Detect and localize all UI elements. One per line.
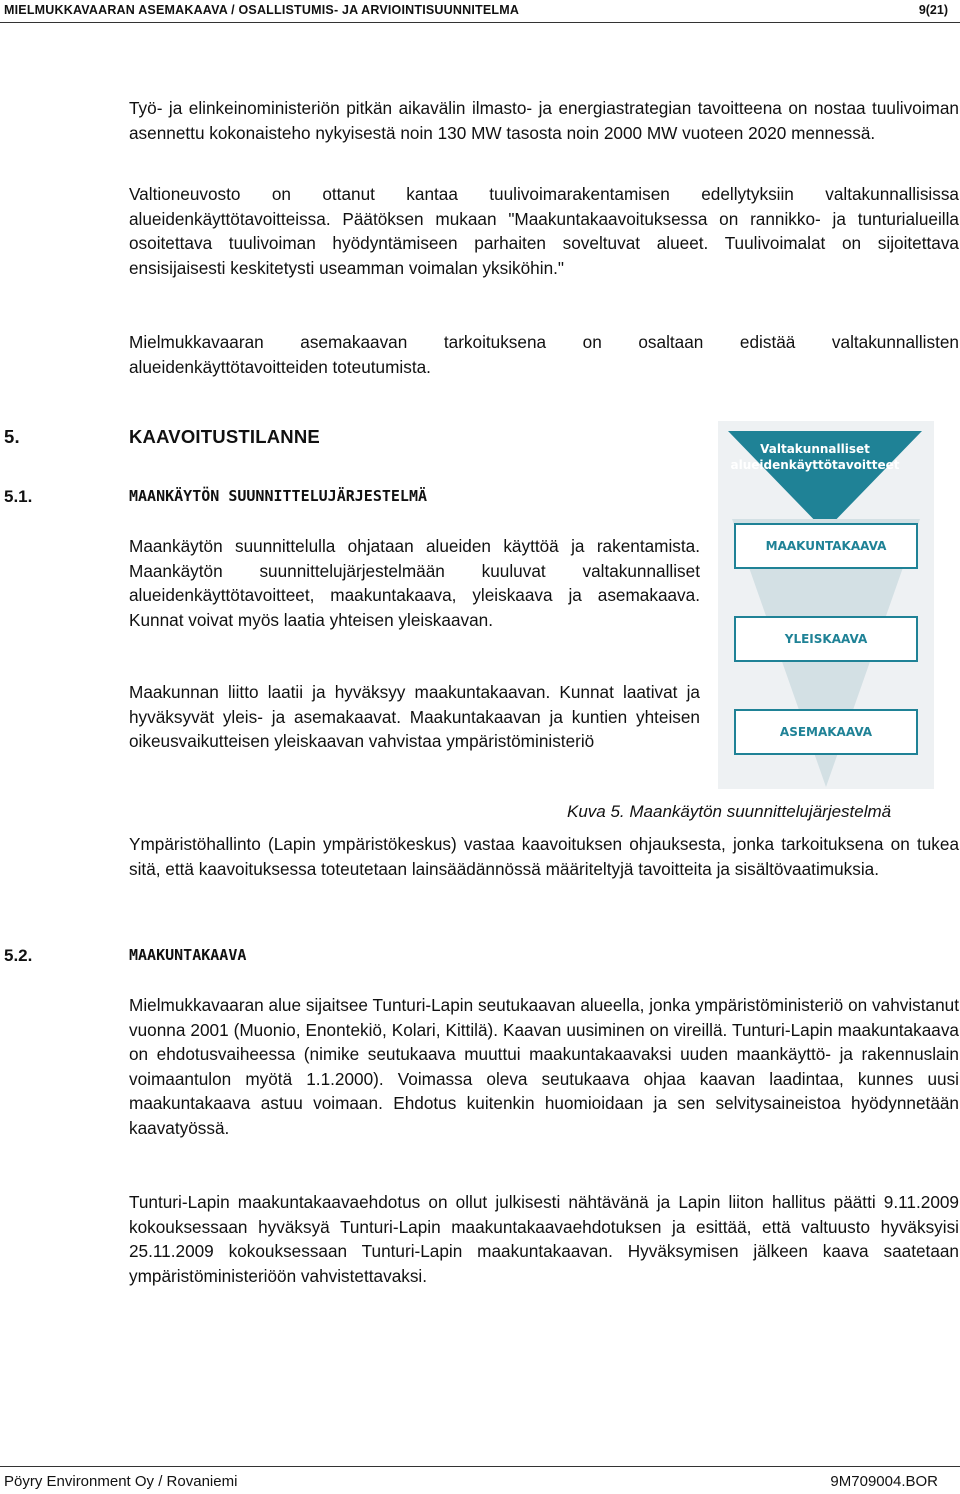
section-5-1-paragraph-2: Maakunnan liitto laatii ja hyväksyy maakuntakaavan. Kunnat laativat ja hyväksyvät yleis- ja asemakaavat. Maakuntakaavan ja kuntien yhteisen oikeusvaikutteisen yleiskaavan vahvistaa ympäristöministeriö: [129, 682, 700, 752]
section-5-2-heading: [0, 946, 700, 970]
intro-paragraph-1: Työ- ja elinkeinoministeriön pitkän aikavälin ilmasto- ja energiastrategian tavoitteena on nostaa tuulivoiman asennettu kokonaisteho nykyisestä noin 130 MW tasosta noin 2000 MW vuoteen 2020 mennessä.: [129, 98, 959, 143]
section-5-2-paragraph-1: Mielmukkavaaran alue sijaitsee Tunturi-Lapin seutukaavan alueella, jonka ympäristöministeriö on vahvistanut vuonna 2001 (Muonio, Enontekiö, Kolari, Kittilä). Kaavan uusiminen on vireillä. Tunturi-Lapin maakuntakaava on ehdotusvaiheessa (nimike seutukaava muuttui maakuntakaavaksi uuden maankäyttö- ja rakennuslain voimaantulon myötä 1.1.2000). Voimassa oleva seutukaava ohjaa kaavan laadintaa, kunnes uusi maakuntakaava astuu voimaan. Ehdotus kuitenkin huomioidaan ja sen selvitysaineistoa hyödynnetään kaavatyössä.: [129, 995, 959, 1138]
level-yleiskaava: [734, 616, 918, 662]
footer-divider: [0, 1466, 960, 1467]
section-5-1-number: 5.1.: [4, 487, 33, 506]
section-5-1-title: MAANKÄYTÖN SUUNNITTELUJÄRJESTELMÄ: [129, 487, 428, 505]
level-asemakaava-label: ASEMAKAAVA: [779, 725, 873, 739]
level-maakuntakaava: [734, 523, 918, 569]
figure-caption: Kuva 5. Maankäytön suunnittelujärjestelmä: [567, 802, 892, 821]
page-number: 9(21): [918, 3, 948, 17]
footer-document-code: 9M709004.BOR: [830, 1473, 938, 1490]
national-goals-label: Valtakunnalliset alueidenkäyttötavoitteet: [730, 442, 900, 472]
document-header-title: MIELMUKKAVAARAN ASEMAKAAVA / OSALLISTUMIS- JA ARVIOINTISUUNNITELMA: [4, 3, 520, 17]
section-5-1-heading: [0, 487, 700, 511]
section-5-2-paragraph-2: Tunturi-Lapin maakuntakaavaehdotus on ollut julkisesti nähtävänä ja Lapin liiton hallitus päätti 9.11.2009 kokouksessaan hyväksyä Tunturi-Lapin maakuntakaavaehdotuksen ja esittää, että valtuusto hyväksyisi 25.11.2009 kokouksessaan Tunturi-Lapin maakuntakaavan. Hyväksymisen jälkeen kaava saatetaan ympäristöministeriöön vahvistettavaksi.: [129, 1192, 959, 1286]
section-5-1-paragraph-3: Ympäristöhallinto (Lapin ympäristökeskus) vastaa kaavoituksen ohjauksesta, jonka tarkoituksena on tukea sitä, että kaavoituksessa toteutetaan lainsäädännössä määriteltyjä tavoitteita ja sisältövaatimuksia.: [129, 834, 959, 879]
header-divider: [0, 22, 960, 23]
intro-paragraph-3: Mielmukkavaaran asemakaavan tarkoituksena on osaltaan edistää valtakunnallisten alueidenkäyttötavoitteiden toteutumista.: [129, 332, 959, 377]
section-5-number: 5.: [4, 426, 20, 447]
level-yleiskaava-label: YLEISKAAVA: [784, 632, 868, 646]
planning-system-figure: [718, 421, 934, 789]
intro-paragraph-2: Valtioneuvosto on ottanut kantaa tuulivoimarakentamisen edellytyksiin valtakunnallisissa alueidenkäyttötavoitteissa. Päätöksen mukaan "Maakuntakaavoituksessa on rannikko- ja tunturialueilla osoitettava tuulivoiman hyödyntämiseen parhaiten soveltuvat alueet. Tuulivoimalat on sijoitettava ensisijaisesti keskitetysti useamman voimalan yksiköhin.": [129, 184, 959, 278]
footer-company: Pöyry Environment Oy / Rovaniemi: [4, 1473, 238, 1490]
section-5-2-title: MAAKUNTAKAAVA: [129, 946, 247, 964]
level-asemakaava: [734, 709, 918, 755]
level-maakuntakaava-label: MAAKUNTAKAAVA: [765, 539, 887, 553]
section-5-1-paragraph-1: Maankäytön suunnittelulla ohjataan alueiden käyttöä ja rakentamista. Maankäytön suunnittelujärjestelmään kuuluvat valtakunnalliset alueidenkäyttötavoitteet, maakuntakaava, yleiskaava ja asemakaava. Kunnat voivat myös laatia yhteisen yleiskaavan.: [129, 536, 700, 630]
section-5-title: KAAVOITUSTILANNE: [129, 426, 320, 447]
section-5-2-number: 5.2.: [4, 946, 33, 965]
